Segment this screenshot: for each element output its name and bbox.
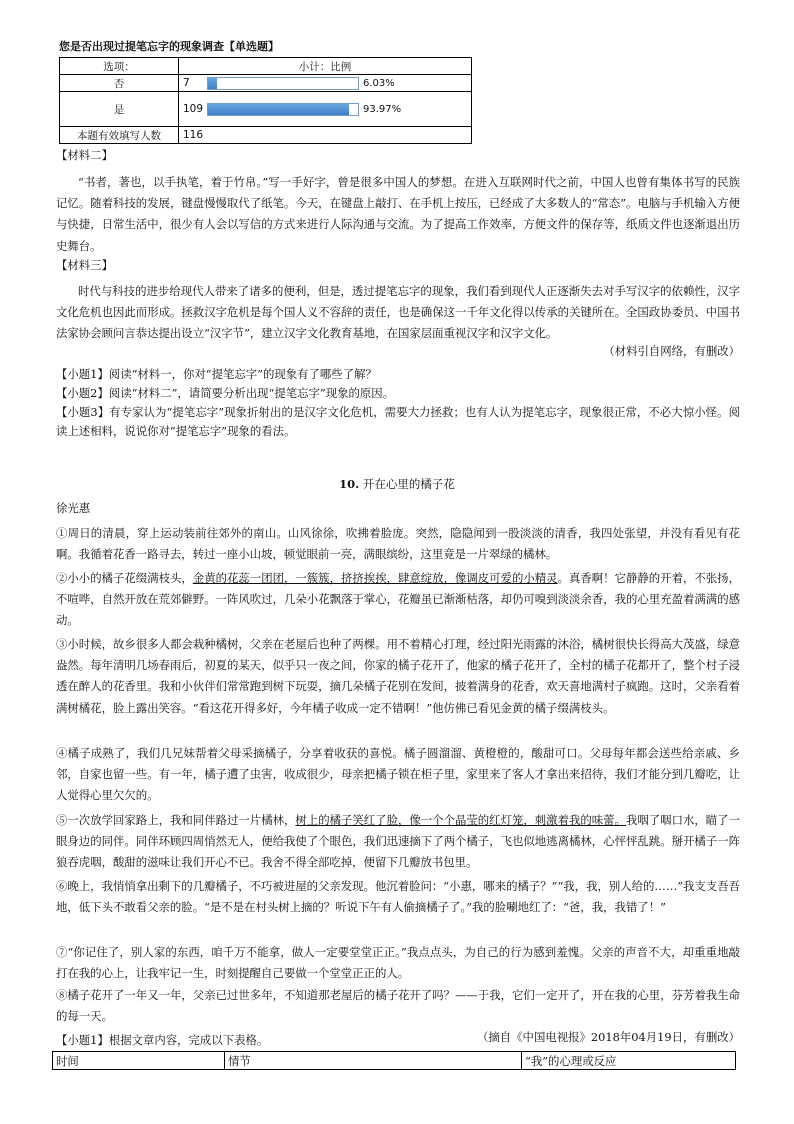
paragraph-4: ④橘子成熟了，我们几兄妹帮着父母采摘橘子，分享着收获的喜悦。橘子圆溜溜、黄橙橙的，酸甜可口。父母每年都会送些给亲戚、乡邻，自家也留一些。有一年，橘子遭了虫害，收成很少，母亲把橘子锁在柜子里，家里来了客人才拿出来招待，我们才能分到几瓣吃，让人觉得心里欠欠的。: [56, 746, 740, 803]
survey-count: 109: [183, 103, 204, 115]
question-1: 【小题1】阅读“材料一，你对“提笔忘字”的现象有了哪些了解？: [56, 367, 377, 381]
answer-table: [52, 1051, 736, 1070]
header-feeling: “我”的心理或反应: [522, 1052, 736, 1070]
survey-col-subtotal: 小计：比例: [179, 58, 472, 75]
paragraph-6: ⑥晚上，我悄悄拿出剩下的几瓣橘子，不巧被进屋的父亲发现。他沉着脸问：“小惠，哪来的橘子？”“我，我，别人给的……”我支支吾吾地，低下头不敢看父亲的脸。“是不是在村头树上摘的？听说下午有人偷摘橘子了。”我的脸唰地红了：“爸，我，我错了！”: [56, 879, 740, 915]
paragraph-1: ①周日的清晨，穿上运动装前往郊外的南山。山风徐徐，吹拂着脸庞。突然，隐隐闻到一股淡淡的清香，我四处张望，并没有看见有花啊。我循着花香一路寻去，转过一座小山坡，顿觉眼前一亮，满眼缤纷，这里竟是一片翠绿的橘林。: [56, 526, 740, 562]
article-number: 10.: [339, 477, 360, 491]
survey-header-row: [60, 58, 472, 75]
header-plot: 情节: [225, 1052, 522, 1070]
question-2: 【小题2】阅读“材料二”，请简要分析出现“提笔忘字”现象的原因。: [56, 386, 395, 400]
paragraph-3: ③小时候，故乡很多人都会栽种橘树，父亲在老屋后也种了两棵。用不着精心打理，经过阳光雨露的沐浴，橘树很快长得高大茂盛，绿意盎然。每年清明几场春雨后，初夏的某天，似乎只一夜之间，你家的橘子花开了，他家的橘子花开了，全村的橘子花都开了，整个村子浸透在醉人的花香里。我和小伙伴们常常跑到树下玩耍，摘几朵橘子花别在发间，披着满身的花香，欢天喜地满村子疯跑。这时，父亲看着满树橘花，脸上露出笑容。“看这花开得多好，今年橘子收成一定不错啊！”他仿佛已看见金黄的橘子缀满枝头。: [56, 637, 740, 715]
survey-col-option: 选项：: [60, 58, 179, 75]
material2-heading: 【材料二】: [56, 148, 113, 162]
survey-bar-fill: [208, 78, 217, 89]
survey-total-row: [60, 127, 472, 144]
material3-source: （材料引自网络，有删改）: [603, 344, 740, 358]
survey-title: 您是否出现过提笔忘字的现象调查【单选题】: [59, 40, 279, 53]
task-prompt: 【小题1】根据文章内容，完成以下表格。: [56, 1033, 269, 1047]
survey-bar-fill: [208, 104, 349, 115]
article-source: （摘自《中国电视报》2018年04月19日，有删改）: [476, 1030, 740, 1044]
answer-table-header: [53, 1052, 736, 1070]
paragraph-5-text: 我咽了咽口水，瞄了一眼身边的同伴。同伴环顾四周悄然无人，便给我使了个眼色，我们迅速摘下了两个橘子，飞也似地逃离橘林，心怦怦乱跳。掰开橘子一阵狼吞虎咽，酸甜的滋味让我们开心不已。我舍不得全部吃掉，便留下几瓣放书包里。: [56, 813, 740, 870]
survey-option: 是: [60, 92, 179, 127]
paragraph-2: [56, 568, 740, 632]
survey-count: 7: [183, 77, 190, 89]
survey-row: [60, 75, 472, 92]
underlined-sentence: 金黄的花蕊一团团，一簇簇，挤挤挨挨，肆意绽放，像调皮可爱的小精灵: [192, 571, 558, 585]
header-time: 时间: [53, 1052, 225, 1070]
survey-result-cell: [179, 92, 472, 127]
survey-bar: [207, 103, 359, 116]
article-title-text: 开在心里的橘子花: [362, 477, 455, 491]
paragraph-8: ⑧橘子花开了一年又一年，父亲已过世多年，不知道那老屋后的橘子花开了吗？——于我，它们一定开了，开在我的心里，芬芳着我生命的每一天。: [56, 988, 740, 1024]
paragraph-5-text: ⑤一次放学回家路上，我和同伴路过一片橘林，: [56, 813, 296, 827]
survey-table: [59, 57, 472, 144]
underlined-sentence: 树上的橘子笑红了脸，像一个个晶莹的红灯笼，刺激着我的味蕾。: [295, 813, 626, 827]
survey-option: 否: [60, 75, 179, 92]
question-3: 【小题3】有专家认为“提笔忘字”现象折射出的是汉字文化危机，需要大力拯救；也有人认为提笔忘字，现象很正常，不必大惊小怪。阅读上述相料，说说你对“提笔忘字”现象的看法。: [56, 405, 740, 438]
survey-percent: 6.03%: [363, 77, 395, 89]
article-title: [0, 476, 794, 492]
survey-bar: [207, 77, 359, 90]
paragraph-2-text: 。真香啊！它静静的开着，不张扬，不喧哗，自然开放在荒郊僻野。一阵风吹过，几朵小花飘落于掌心，花瓣虽已渐渐枯落，却仍可嗅到淡淡余香，我的心里充盈着满满的感动。: [56, 571, 740, 628]
survey-total-value: 116: [179, 127, 472, 144]
paragraph-2-text: ②小小的橘子花缀满枝头，: [56, 571, 193, 585]
material3-heading: 【材料三】: [56, 258, 113, 272]
survey-result-cell: [179, 75, 472, 92]
survey-percent: 93.97%: [363, 103, 402, 115]
survey-row: [60, 92, 472, 127]
survey-total-label: 本题有效填写人数: [60, 127, 179, 144]
article-author: 徐光惠: [56, 501, 91, 515]
material2-body: “书者，著也，以手执笔，着于竹帛。”写一手好字，曾是很多中国人的梦想。在进入互联网时代之前，中国人也曾有集体书写的民族记忆。随着科技的发展，键盘慢慢取代了纸笔。今天，在键盘上敲打、在手机上按压，已经成了大多数人的“常态”。电脑与手机输入方便与快捷，日常生活中，很少有人会以写信的方式来进行人际沟通与交流。为了提高工作效率，方便文件的保存等，纸质文件也逐渐退出历史舞台。: [56, 175, 740, 253]
paragraph-5: [56, 810, 740, 874]
paragraph-7: ⑦“你记住了，别人家的东西，咱千万不能拿，做人一定要堂堂正正。”我点点头，为自己的行为感到羞愧。父亲的声音不大，却重重地敲打在我的心上，让我牢记一生，时刻提醒自己要做一个堂堂正正的人。: [56, 945, 740, 981]
material3-body: 时代与科技的进步给现代人带来了诸多的便利，但是，透过提笔忘字的现象，我们看到现代人正逐渐失去对手写汉字的依赖性，汉字文化危机也因此而形成。拯救汉字危机是每个国人义不容辞的责任，也是确保这一千年文化得以传承的关键所在。全国政协委员、中国书法家协会顾问言恭达提出设立“汉字节”，建立汉字文化教育基地，在国家层面重视汉字和汉字文化。: [56, 284, 740, 341]
